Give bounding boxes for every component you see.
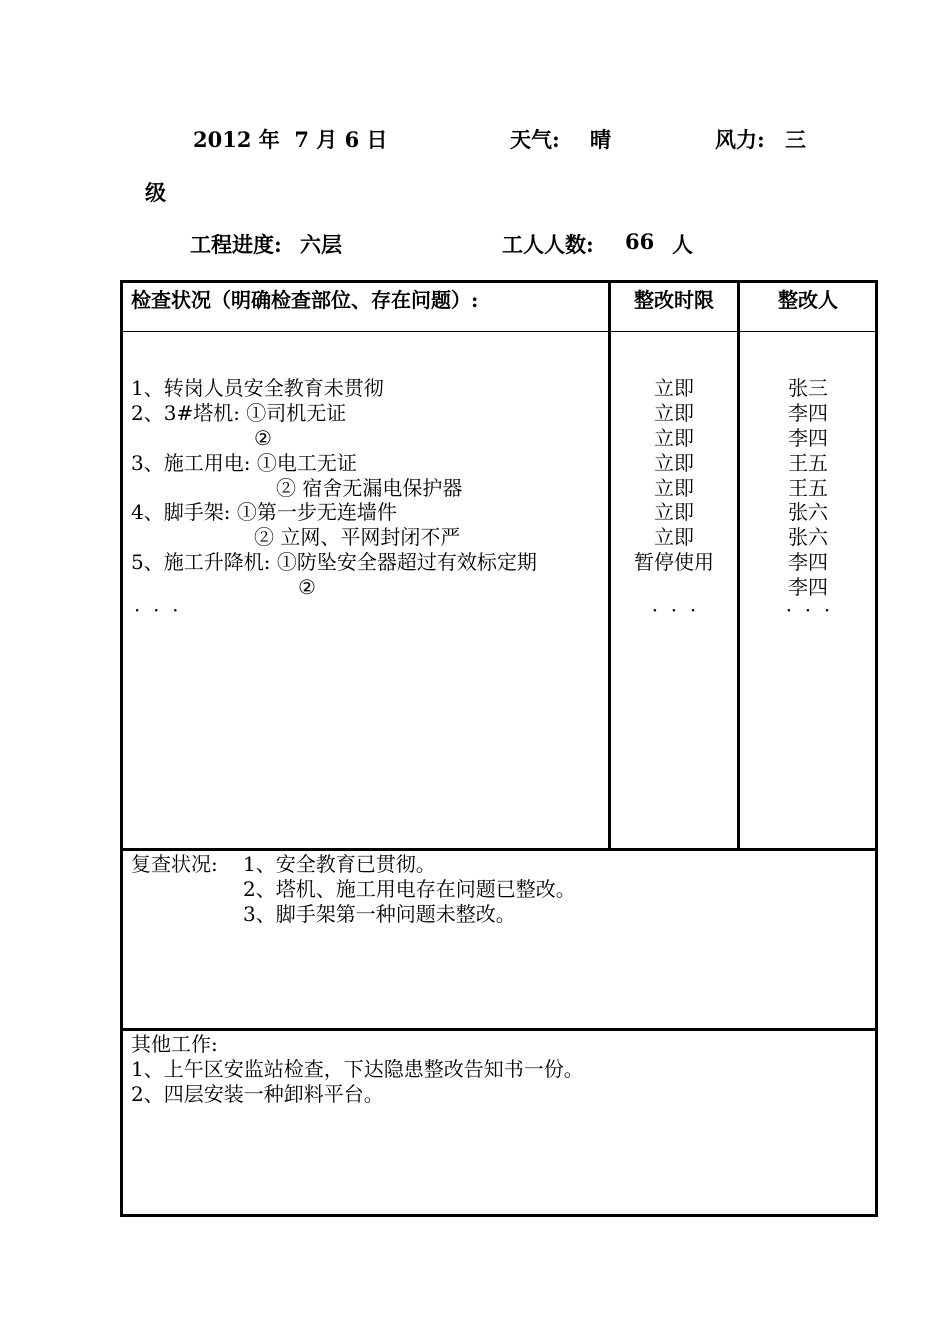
weather-value: 晴 bbox=[590, 127, 611, 152]
deadline-cell: 立即 bbox=[654, 525, 694, 549]
other-work-item: 2、四层安装一种卸料平台。 bbox=[131, 1082, 384, 1106]
deadline-cell: 立即 bbox=[654, 426, 694, 450]
inspection-item: ② bbox=[298, 575, 316, 599]
workers-unit: 人 bbox=[672, 232, 693, 257]
other-work-label: 其他工作: bbox=[131, 1032, 218, 1056]
person-cell: 张三 bbox=[788, 376, 828, 400]
person-cell: 张六 bbox=[788, 525, 828, 549]
deadline-header: 整改时限 bbox=[634, 288, 714, 312]
person-cell: 李四 bbox=[788, 426, 828, 450]
inspection-item: ② bbox=[254, 426, 272, 450]
inspection-item: 5、施工升降机: ①防坠安全器超过有效标定期 bbox=[131, 550, 537, 574]
inspection-item: ② 立网、平网封闭不严 bbox=[254, 525, 461, 549]
inspection-item: 4、脚手架: ①第一步无连墙件 bbox=[131, 500, 397, 524]
deadline-cell: 立即 bbox=[654, 376, 694, 400]
deadline-ellipsis: · · · bbox=[651, 598, 697, 622]
deadline-cell: 立即 bbox=[654, 476, 694, 500]
progress-value: 六层 bbox=[300, 232, 342, 257]
person-cell: 李四 bbox=[788, 550, 828, 574]
workers-label: 工人人数: bbox=[502, 232, 594, 257]
person-cell: 李四 bbox=[788, 575, 828, 599]
inspection-item: 2、3#塔机: ①司机无证 bbox=[131, 401, 347, 425]
wind-label: 风力: bbox=[715, 127, 765, 152]
other-work-item: 1、上午区安监站检查，下达隐患整改告知书一份。 bbox=[131, 1057, 584, 1081]
date-field: 2012 年 7 月 6 日 bbox=[193, 127, 388, 152]
progress-label: 工程进度: bbox=[190, 232, 282, 257]
recheck-item: 2、塔机、施工用电存在问题已整改。 bbox=[243, 877, 576, 901]
deadline-cell: 立即 bbox=[654, 401, 694, 425]
wind-value-continued: 级 bbox=[145, 180, 166, 205]
wind-value: 三 bbox=[785, 127, 806, 152]
person-cell: 王五 bbox=[788, 451, 828, 475]
person-cell: 王五 bbox=[788, 476, 828, 500]
inspection-item: ② 宿舍无漏电保护器 bbox=[276, 476, 463, 500]
recheck-label: 复查状况: bbox=[131, 852, 218, 876]
inspection-ellipsis: · · · bbox=[134, 598, 179, 622]
inspection-item: 3、施工用电: ①电工无证 bbox=[131, 451, 357, 475]
person-header: 整改人 bbox=[778, 288, 838, 312]
deadline-cell: 立即 bbox=[654, 500, 694, 524]
section-divider-recheck bbox=[122, 848, 876, 851]
inspection-item: 1、转岗人员安全教育未贯彻 bbox=[131, 376, 384, 400]
deadline-cell: 暂停使用 bbox=[634, 550, 714, 574]
inspection-header: 检查状况（明确检查部位、存在问题）: bbox=[131, 288, 479, 312]
person-cell: 李四 bbox=[788, 401, 828, 425]
deadline-cell: 立即 bbox=[654, 451, 694, 475]
header-underline bbox=[122, 331, 876, 332]
person-cell: 张六 bbox=[788, 500, 828, 524]
workers-value: 66 bbox=[625, 229, 655, 254]
person-ellipsis: · · · bbox=[785, 598, 831, 622]
weather-label: 天气: bbox=[510, 127, 560, 152]
recheck-item: 1、安全教育已贯彻。 bbox=[243, 852, 436, 876]
section-divider-other bbox=[122, 1028, 876, 1031]
recheck-item: 3、脚手架第一种问题未整改。 bbox=[243, 902, 516, 926]
